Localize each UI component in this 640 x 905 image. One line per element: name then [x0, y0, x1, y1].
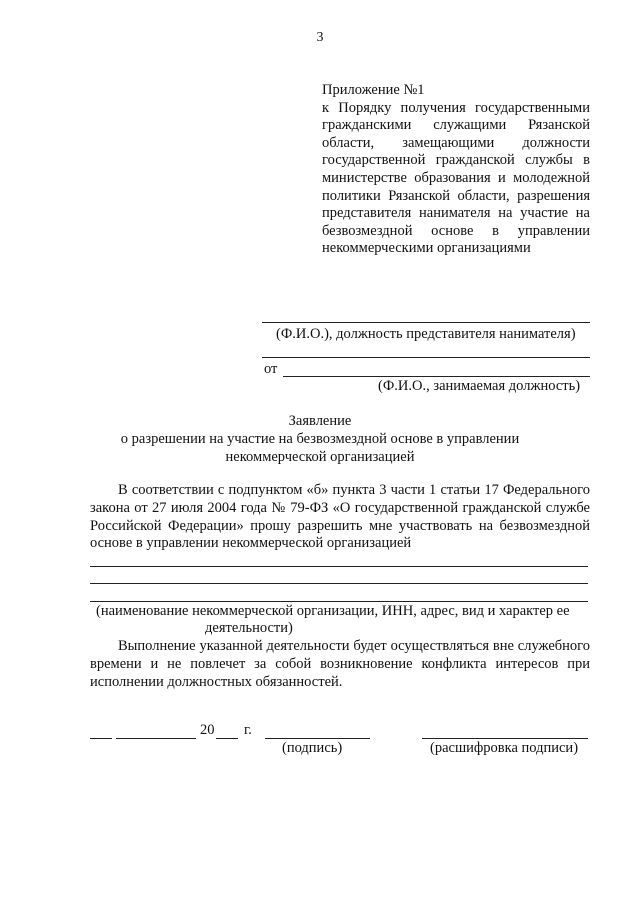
- statement-title: Заявление: [288, 413, 352, 429]
- conflict-paragraph: [90, 638, 590, 691]
- addressee-line-2[interactable]: [262, 357, 590, 358]
- from-caption: (Ф.И.О., занимаемая должность): [378, 378, 581, 394]
- from-label: от: [264, 361, 278, 377]
- signature-caption: (подпись): [282, 740, 343, 756]
- statement-heading: [0, 412, 640, 466]
- signature-decoding-line[interactable]: [422, 738, 588, 739]
- addressee-caption: (Ф.И.О.), должность представителя нанимателя): [276, 326, 576, 342]
- date-month-line[interactable]: [116, 738, 196, 739]
- request-text: В соответствии с подпунктом «б» пункта 3 части 1 статьи 17 Федерального закона от 27 июля 2004 года № 79-ФЗ «О государственной гражданской службе Российской Федерации» прошу разрешить мне участвовать на безвозмездной основе в управлении некоммерческой организацией: [90, 482, 590, 552]
- appendix-block: [322, 82, 590, 258]
- organization-line-2[interactable]: [90, 583, 588, 584]
- request-paragraph: [90, 482, 590, 553]
- from-line[interactable]: [283, 376, 590, 377]
- organization-caption-line-1: (наименование некоммерческой организации, ИНН, адрес, вид и характер ее: [96, 603, 570, 619]
- organization-caption-line-2: деятельности): [205, 620, 293, 636]
- year-suffix: г.: [244, 722, 252, 738]
- year-line[interactable]: [216, 738, 238, 739]
- appendix-text: к Порядку получения государственными гражданскими служащими Рязанской области, замещающими должности государственной гражданской службы в министерстве образования и молодежной политики Рязанской области, разрешения представителя нанимателя на участие на безвозмездной основе в управлении некоммерческими организациями: [322, 99, 590, 257]
- page-number: 3: [316, 30, 324, 45]
- addressee-line-1[interactable]: [262, 322, 590, 323]
- date-day-line[interactable]: [90, 738, 112, 739]
- organization-line-1[interactable]: [90, 566, 588, 567]
- signature-decoding-caption: (расшифровка подписи): [430, 740, 579, 756]
- appendix-title: Приложение №1: [322, 82, 425, 98]
- statement-subtitle-line-1: о разрешении на участие на безвозмездной основе в управлении: [120, 431, 520, 447]
- organization-line-3[interactable]: [90, 601, 588, 602]
- conflict-text: Выполнение указанной деятельности будет осуществляться вне служебного времени и не повлечет за собой возникновение конфликта интересов при исполнении должностных обязанностей.: [90, 638, 590, 690]
- statement-subtitle-line-2: некоммерческой организацией: [225, 449, 415, 465]
- year-prefix: 20: [200, 722, 215, 738]
- signature-line[interactable]: [265, 738, 370, 739]
